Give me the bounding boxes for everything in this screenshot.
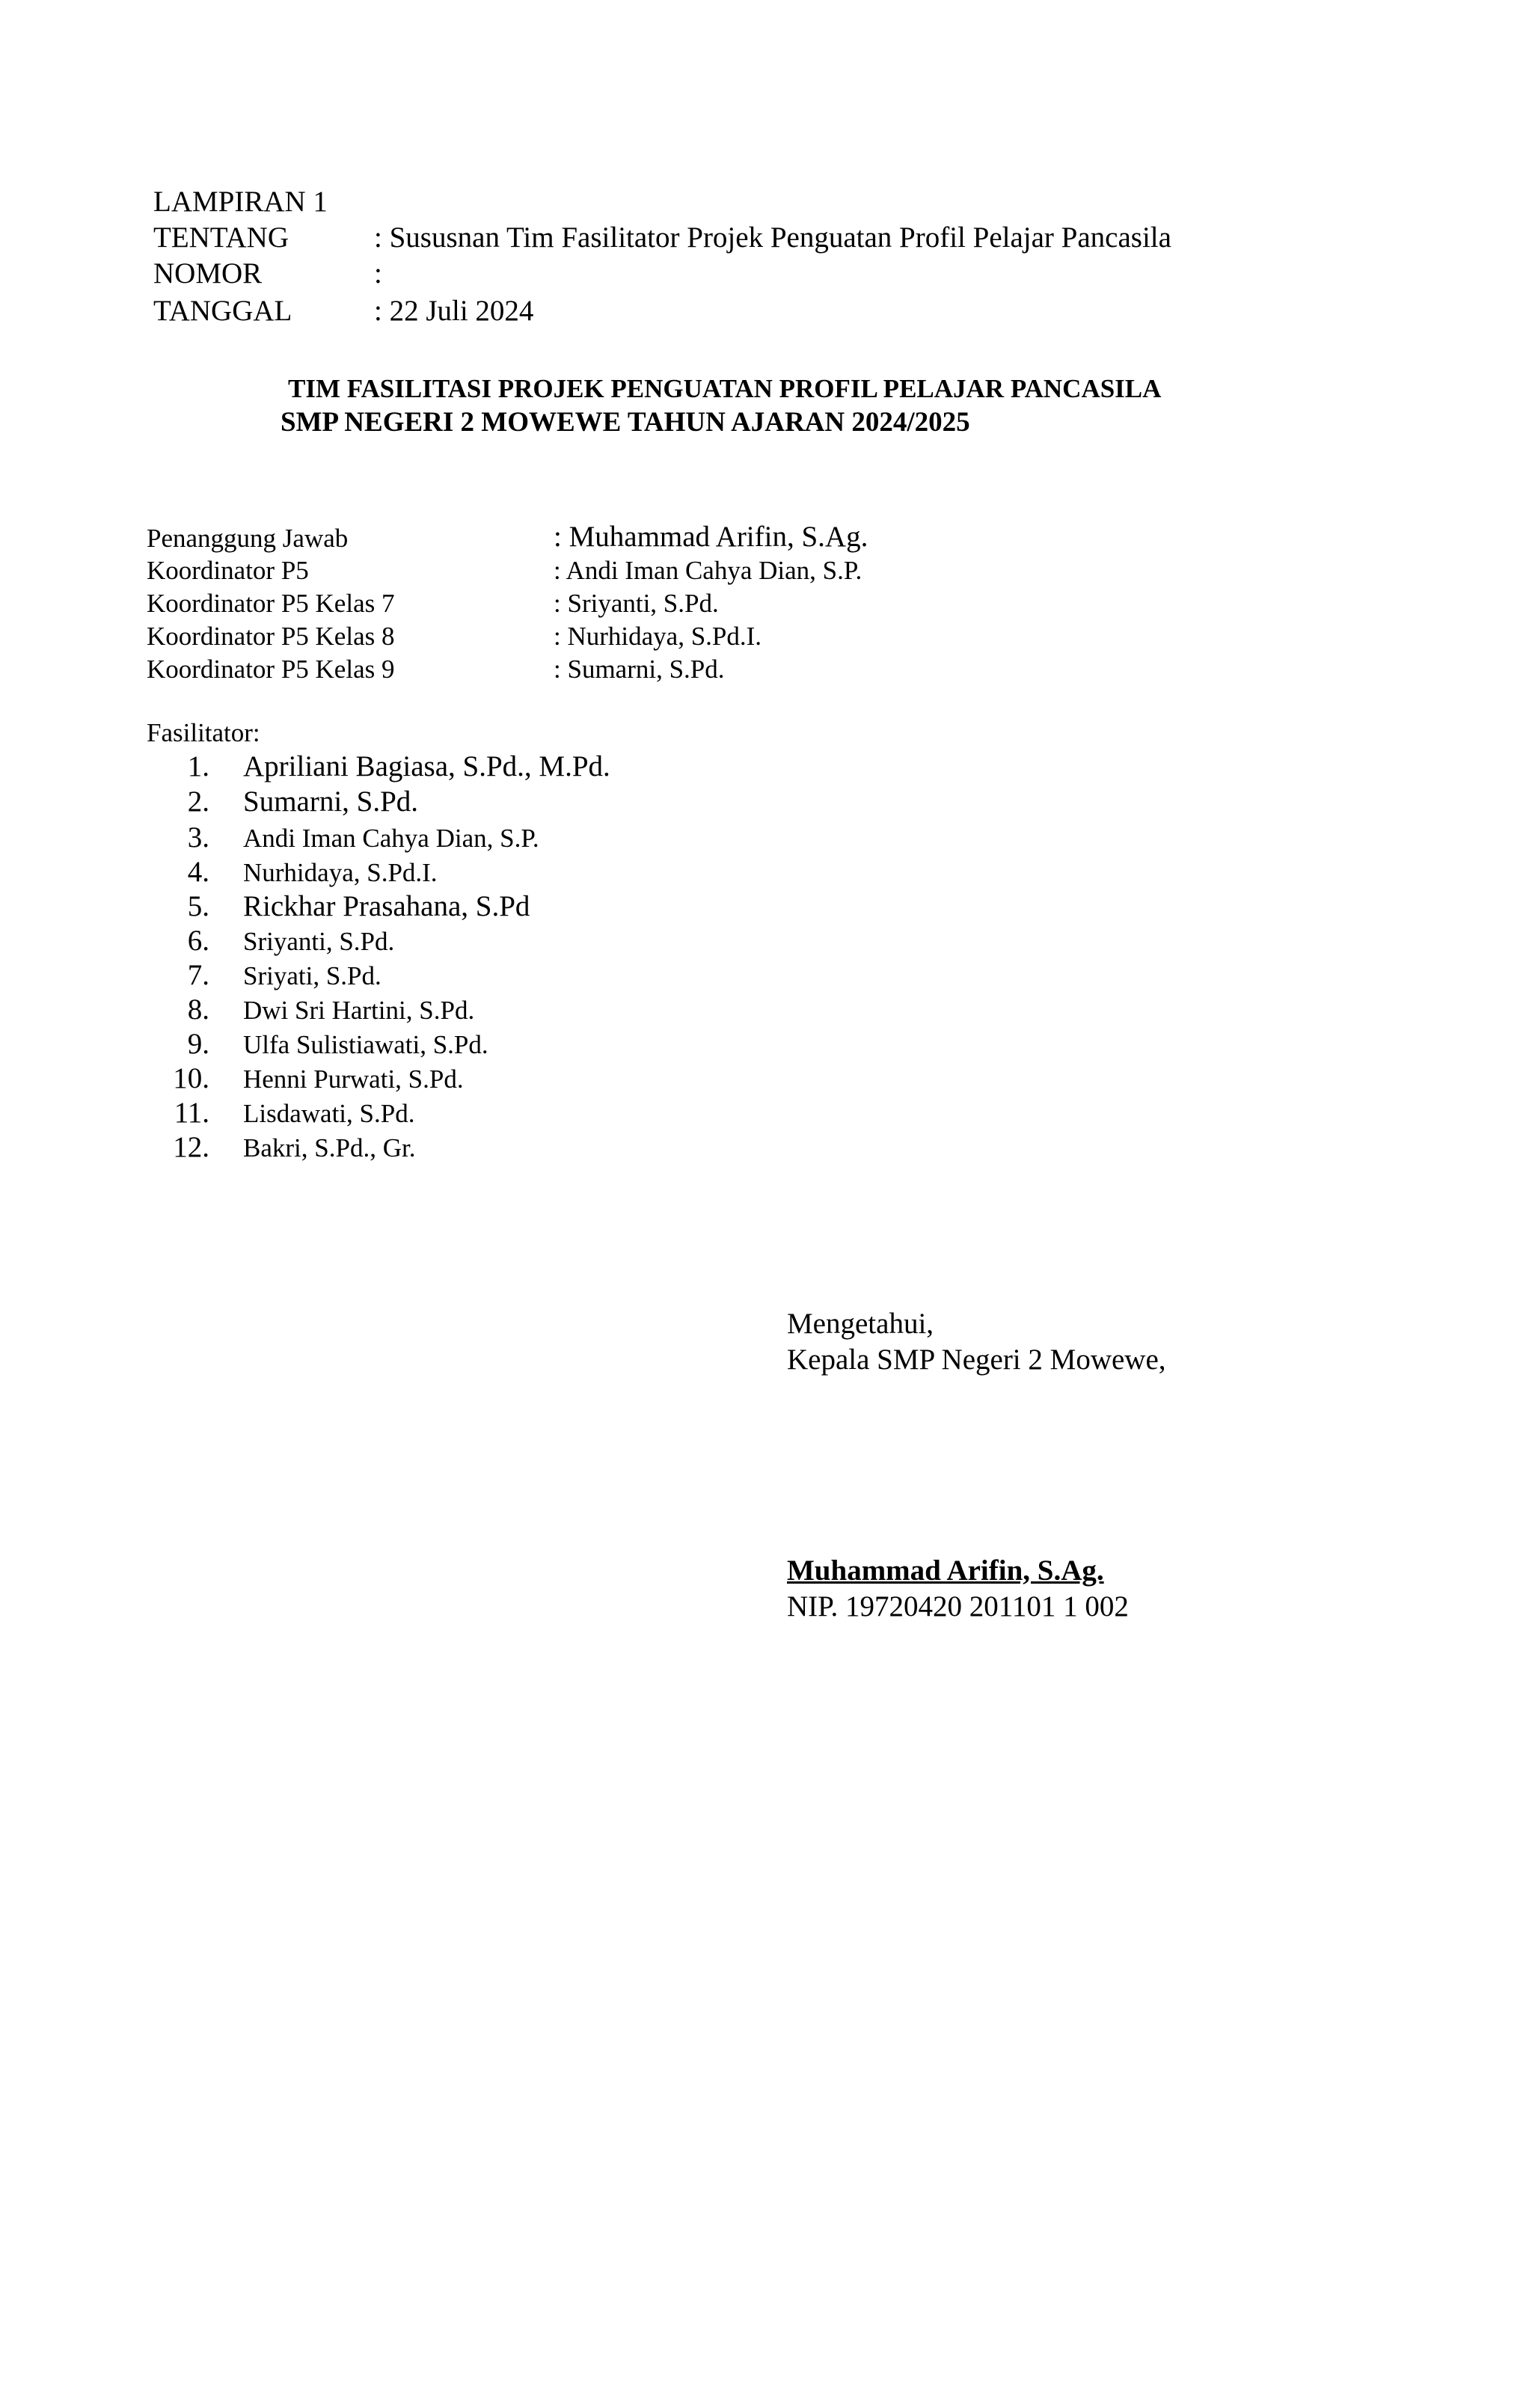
document-title-line1: TIM FASILITASI PROJEK PENGUATAN PROFIL PELAJAR PANCASILA [288,374,1162,403]
role-value-penanggung-jawab: : Muhammad Arifin, S.Ag. [554,521,868,553]
signature-nip: NIP. 19720420 201101 1 002 [787,1590,1129,1623]
tentang-label: TENTANG [153,221,289,254]
list-item-name: Dwi Sri Hartini, S.Pd. [243,996,475,1025]
list-item-number: 9. [187,1028,209,1060]
list-item-name: Sumarni, S.Pd. [243,785,419,818]
role-label-koordinator-kelas-8: Koordinator P5 Kelas 8 [147,622,395,651]
list-item-number: 12. [173,1131,209,1163]
nomor-value: : [374,257,382,289]
list-item-number: 5. [187,890,209,922]
list-item-name: Nurhidaya, S.Pd.I. [243,858,438,887]
role-value-koordinator-kelas-8: : Nurhidaya, S.Pd.I. [554,622,762,651]
list-item-name: Rickhar Prasahana, S.Pd [243,890,530,922]
list-item-name: Bakri, S.Pd., Gr. [243,1133,416,1162]
list-item-name: Sriyati, S.Pd. [243,961,382,990]
tentang-value: : Sususnan Tim Fasilitator Projek Penguatan Profil Pelajar Pancasila [374,221,1171,254]
role-value-koordinator-p5: : Andi Iman Cahya Dian, S.P. [554,556,862,585]
role-label-koordinator-kelas-9: Koordinator P5 Kelas 9 [147,655,395,684]
signature-jabatan: Kepala SMP Negeri 2 Mowewe, [787,1344,1166,1376]
role-value-koordinator-kelas-7: : Sriyanti, S.Pd. [554,589,719,618]
role-label-penanggung-jawab: Penanggung Jawab [147,524,349,553]
list-item-name: Ulfa Sulistiawati, S.Pd. [243,1030,488,1059]
document-title-line2: SMP NEGERI 2 MOWEWE TAHUN AJARAN 2024/2025 [281,407,970,438]
tanggal-value: : 22 Juli 2024 [374,295,534,327]
nomor-label: NOMOR [153,257,263,289]
list-item-number: 10. [173,1062,209,1094]
list-item-number: 8. [187,993,209,1026]
role-value-koordinator-kelas-9: : Sumarni, S.Pd. [554,655,725,684]
list-item-number: 2. [187,785,209,818]
list-item-number: 3. [187,821,209,854]
signature-mengetahui: Mengetahui, [787,1308,934,1340]
list-item-number: 6. [187,925,209,957]
list-item-number: 11. [174,1097,209,1129]
signature-name: Muhammad Arifin, S.Ag. [787,1554,1104,1587]
tanggal-label: TANGGAL [153,295,292,327]
list-item-number: 7. [187,959,209,991]
role-label-koordinator-kelas-7: Koordinator P5 Kelas 7 [147,589,395,618]
fasilitator-heading: Fasilitator: [147,718,260,747]
list-item-name: Apriliani Bagiasa, S.Pd., M.Pd. [243,750,610,782]
list-item-name: Lisdawati, S.Pd. [243,1099,415,1128]
list-item-name: Andi Iman Cahya Dian, S.P. [243,824,539,853]
list-item-number: 4. [187,856,209,888]
lampiran-label: LAMPIRAN 1 [153,186,328,218]
role-label-koordinator-p5: Koordinator P5 [147,556,309,585]
list-item-name: Sriyanti, S.Pd. [243,927,395,956]
list-item-number: 1. [187,750,209,782]
list-item-name: Henni Purwati, S.Pd. [243,1064,464,1094]
